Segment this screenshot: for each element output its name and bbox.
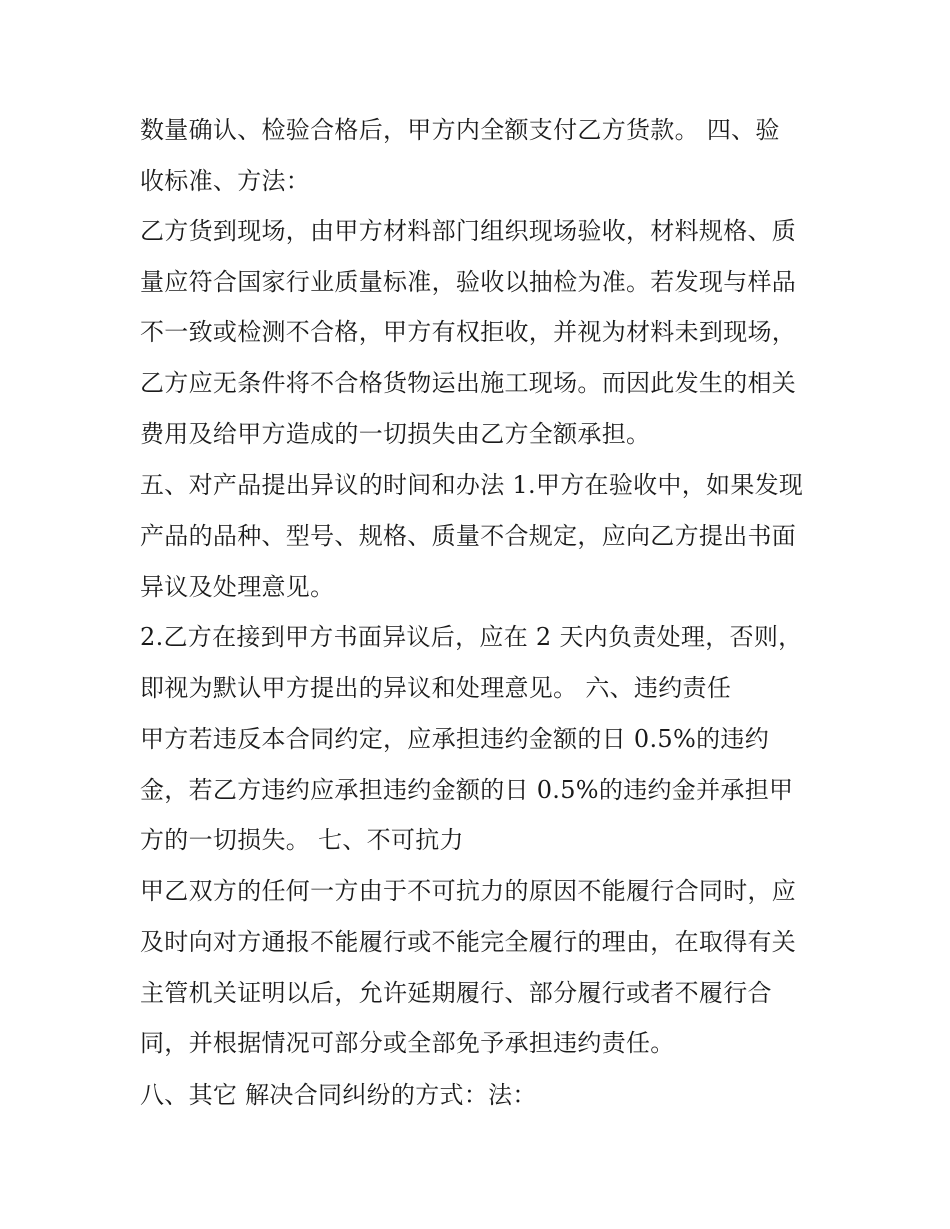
text-line: 主管机关证明以后，允许延期履行、部分履行或者不履行合 bbox=[140, 979, 772, 1007]
text-line: 乙方应无条件将不合格货物运出施工现场。而因此发生的相关 bbox=[140, 369, 797, 397]
text-line: 甲方若违反本合同约定，应承担违约金额的日 0.5%的违约 bbox=[140, 725, 769, 753]
text-line: 甲乙双方的任何一方由于不可抗力的原因不能履行合同时，应 bbox=[140, 877, 797, 905]
text-line: 费用及给甲方造成的一切损失由乙方全额承担。 bbox=[140, 420, 651, 448]
section-heading-line: 即视为默认甲方提出的异议和处理意见。 六、违约责任 bbox=[140, 674, 732, 702]
text-line: 2.乙方在接到甲方书面异议后，应在 2 天内负责处理，否则， bbox=[140, 623, 803, 651]
text-line: 同，并根据情况可部分或全部免予承担违约责任。 bbox=[140, 1029, 675, 1057]
section-heading-line: 五、对产品提出异议的时间和办法 1.甲方在验收中，如果发现 bbox=[140, 471, 804, 499]
section-heading-line: 方的一切损失。 七、不可抗力 bbox=[140, 826, 464, 854]
text-line: 异议及处理意见。 bbox=[140, 573, 335, 601]
section-heading-line: 八、其它 解决合同纠纷的方式：法： bbox=[140, 1081, 537, 1109]
text-line: 金，若乙方违约应承担违约金额的日 0.5%的违约金并承担甲 bbox=[140, 776, 794, 804]
text-line: 量应符合国家行业质量标准，验收以抽检为准。若发现与样品 bbox=[140, 268, 797, 296]
text-line: 收标准、方法： bbox=[140, 167, 311, 195]
text-line: 产品的品种、型号、规格、质量不合规定，应向乙方提出书面 bbox=[140, 522, 797, 550]
text-line: 及时向对方通报不能履行或不能完全履行的理由，在取得有关 bbox=[140, 928, 797, 956]
text-line: 不一致或检测不合格，甲方有权拒收，并视为材料未到现场， bbox=[140, 318, 797, 346]
text-line: 乙方货到现场，由甲方材料部门组织现场验收，材料规格、质 bbox=[140, 217, 797, 245]
text-line: 数量确认、检验合格后，甲方内全额支付乙方货款。 四、验 bbox=[140, 116, 780, 144]
